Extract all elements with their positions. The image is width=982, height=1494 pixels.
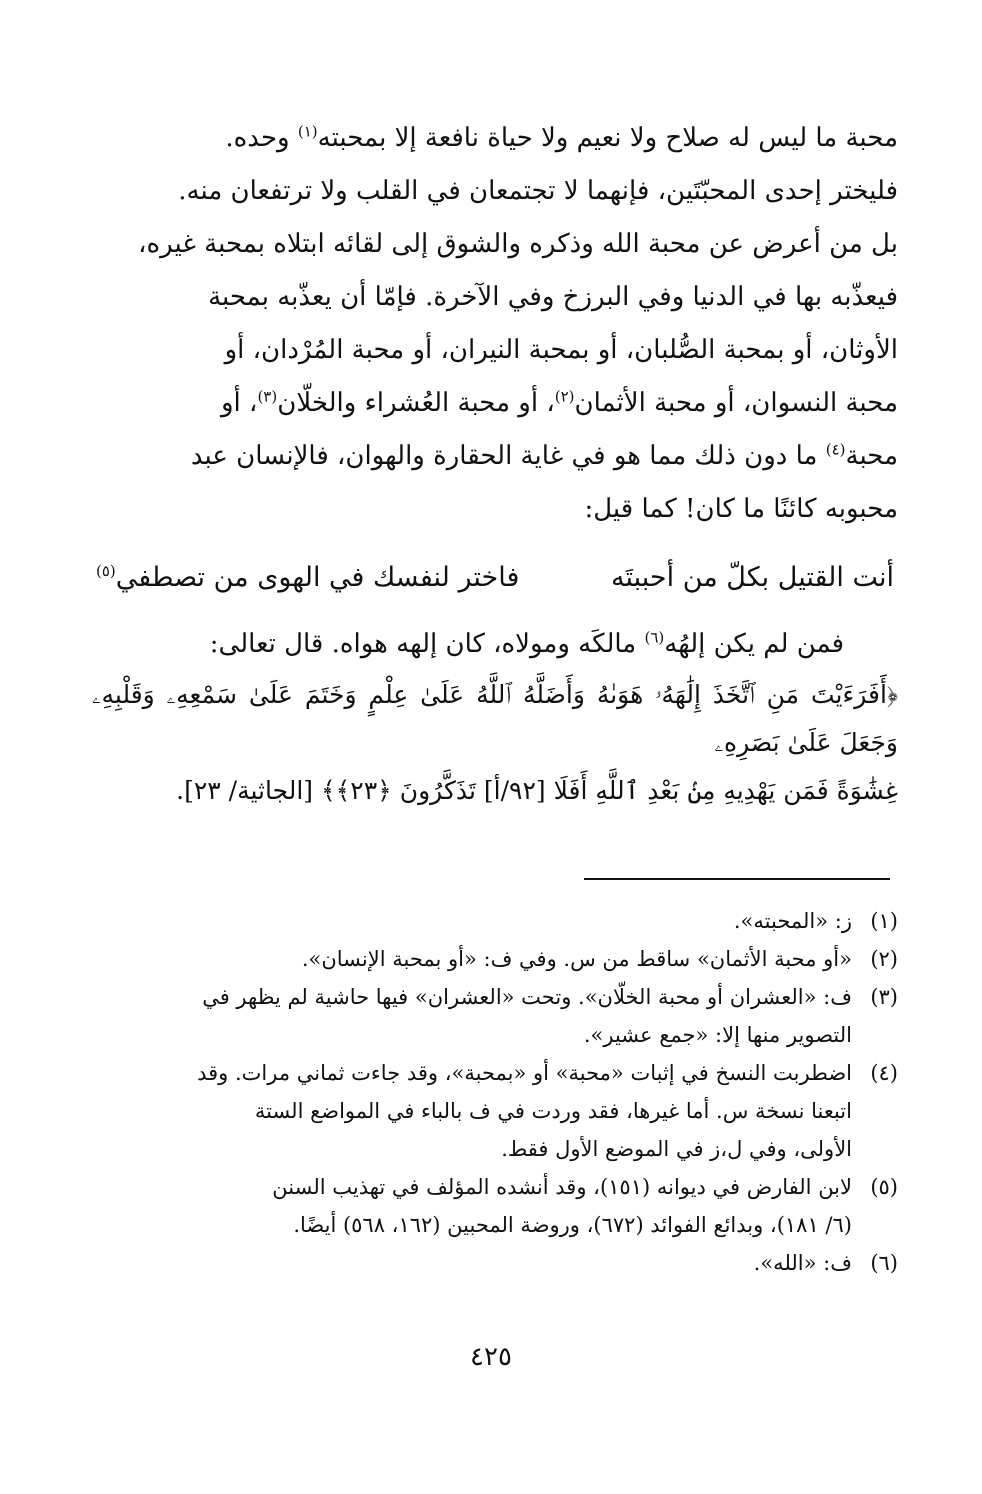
body-line <box>92 112 898 165</box>
footnote-text <box>92 1168 852 1244</box>
page-number: ٤٢٥ <box>470 1342 512 1372</box>
poetry-verse <box>92 550 898 606</box>
footnote-line: ف: «العشران أو محبة الخلّان». وتحت «العشران» فيها حاشية لم يظهر في <box>202 985 852 1009</box>
body-text-run: محبة النسوان، أو محبة الأثمان <box>574 388 898 418</box>
footnote-line: «أو محبة الأثمان» ساقط من س. وفي ف: «أو بمحبة الإنسان». <box>301 947 852 971</box>
body-text-run: مالكَه ومولاه، كان إلهه هواه. قال تعالى: <box>209 629 645 659</box>
footnote-text <box>92 940 852 978</box>
footnote-number: (١) <box>870 909 898 933</box>
footnote-number: (٢) <box>870 947 898 971</box>
footnote-ref[interactable]: (١) <box>297 122 318 141</box>
footnote-ref[interactable]: (٥) <box>96 562 116 580</box>
footnote-text <box>92 978 852 1054</box>
footnote-ref[interactable]: (٦) <box>644 628 665 647</box>
footnote-item <box>92 1168 898 1244</box>
verse-first-hemistich: أنت القتيل بكلّ من أحببتَه <box>611 562 894 593</box>
footnote-item <box>92 978 898 1054</box>
footnote-item <box>92 1054 898 1168</box>
body-line <box>92 430 898 483</box>
footnote-line: التصوير منها إلا: «جمع عشير». <box>583 1023 852 1047</box>
after-verse-paragraph <box>92 618 898 671</box>
quran-verse-line: غِشَٰوَةً فَمَن يَهْدِيهِ مِنۢ بَعْدِ ٱللَّهِ أَفَلَا [٩٢/أ] تَذَكَّرُونَ ﴿٢٣﴾﴾ [الجاثية/ ٢٣]. <box>176 776 898 805</box>
footnote-line: اضطربت النسخ في إثبات «محبة» أو «بمحبة»، وقد جاءت ثماني مرات. وقد <box>197 1061 852 1085</box>
footnote-line: اتبعنا نسخة س. أما غيرها، فقد وردت في ف بالباء في المواضع الستة <box>254 1099 852 1123</box>
footnote-item <box>92 1244 898 1282</box>
footnote-line: ز: «المحبته». <box>733 909 852 933</box>
body-line: الأوثان، أو بمحبة الصُّلبان، أو بمحبة النيران، أو محبة المُرْدان، أو <box>224 335 898 365</box>
verse-text: فاختر لنفسك في الهوى من تصطفي <box>115 562 520 593</box>
footnote-number: (٥) <box>870 1175 898 1199</box>
footnotes-section <box>92 902 898 1282</box>
body-text-run: محبة ما ليس له صلاح ولا نعيم ولا حياة نافعة إلا بمحبته <box>317 123 898 153</box>
footnote-ref[interactable]: (٢) <box>554 387 575 406</box>
quran-verse-line: ﴿أَفَرَءَيْتَ مَنِ ٱتَّخَذَ إِلَٰهَهُۥ هَوَىٰهُ وَأَضَلَّهُ ٱللَّهُ عَلَىٰ عِلْمٍ وَخَتَمَ عَلَىٰ سَمْعِهِۦ وَقَلْبِهِۦ وَجَعَلَ عَلَىٰ بَصَرِهِۦ <box>92 680 898 757</box>
body-line: بل من أعرض عن محبة الله وذكره والشوق إلى لقائه ابتلاه بمحبة غيره، <box>138 229 898 259</box>
footnote-text <box>92 1054 852 1168</box>
footnote-text <box>92 1244 852 1282</box>
footnote-text <box>92 902 852 940</box>
footnote-item <box>92 940 898 978</box>
footnote-line: (٦/ ١٨١)، وبدائع الفوائد (٦٧٢)، وروضة المحبين (١٦٢، ٥٦٨) أيضًا. <box>293 1213 852 1237</box>
footnote-number: (٣) <box>870 985 898 1009</box>
footnote-ref[interactable]: (٤) <box>825 440 846 459</box>
main-paragraph <box>92 112 898 536</box>
body-text-run: فمن لم يكن إلهُه <box>664 629 844 659</box>
body-line: فليختر إحدى المحبّتَين، فإنهما لا تجتمعان في القلب ولا ترتفعان منه. <box>178 176 898 206</box>
body-text-run: ، أو محبة العُشراء والخلّان <box>277 388 555 418</box>
body-text-run: وحده. <box>225 123 298 153</box>
body-line <box>92 377 898 430</box>
footnote-line: ف: «الله». <box>753 1251 852 1275</box>
body-line: فيعذّبه بها في الدنيا وفي البرزخ وفي الآخرة. فإمّا أن يعذّبه بمحبة <box>208 282 898 312</box>
footnote-divider <box>584 878 890 880</box>
page-body <box>92 112 898 815</box>
footnote-ref[interactable]: (٣) <box>257 387 278 406</box>
footnote-number: (٤) <box>870 1061 898 1085</box>
footnote-number: (٦) <box>870 1251 898 1275</box>
verse-second-hemistich <box>96 550 519 606</box>
footnote-line: الأولى، وفي ل،ز في الموضع الأول فقط. <box>501 1137 852 1161</box>
body-text-run: ما دون ذلك مما هو في غاية الحقارة والهوان، فالإنسان عبد <box>190 441 826 471</box>
body-line: محبوبه كائنًا ما كان! كما قيل: <box>584 494 898 524</box>
footnote-item <box>92 902 898 940</box>
footnote-line: لابن الفارض في ديوانه (١٥١)، وقد أنشده المؤلف في تهذيب السنن <box>272 1175 852 1199</box>
body-text-run: محبة <box>845 441 898 471</box>
body-text-run: ، أو <box>221 388 258 418</box>
